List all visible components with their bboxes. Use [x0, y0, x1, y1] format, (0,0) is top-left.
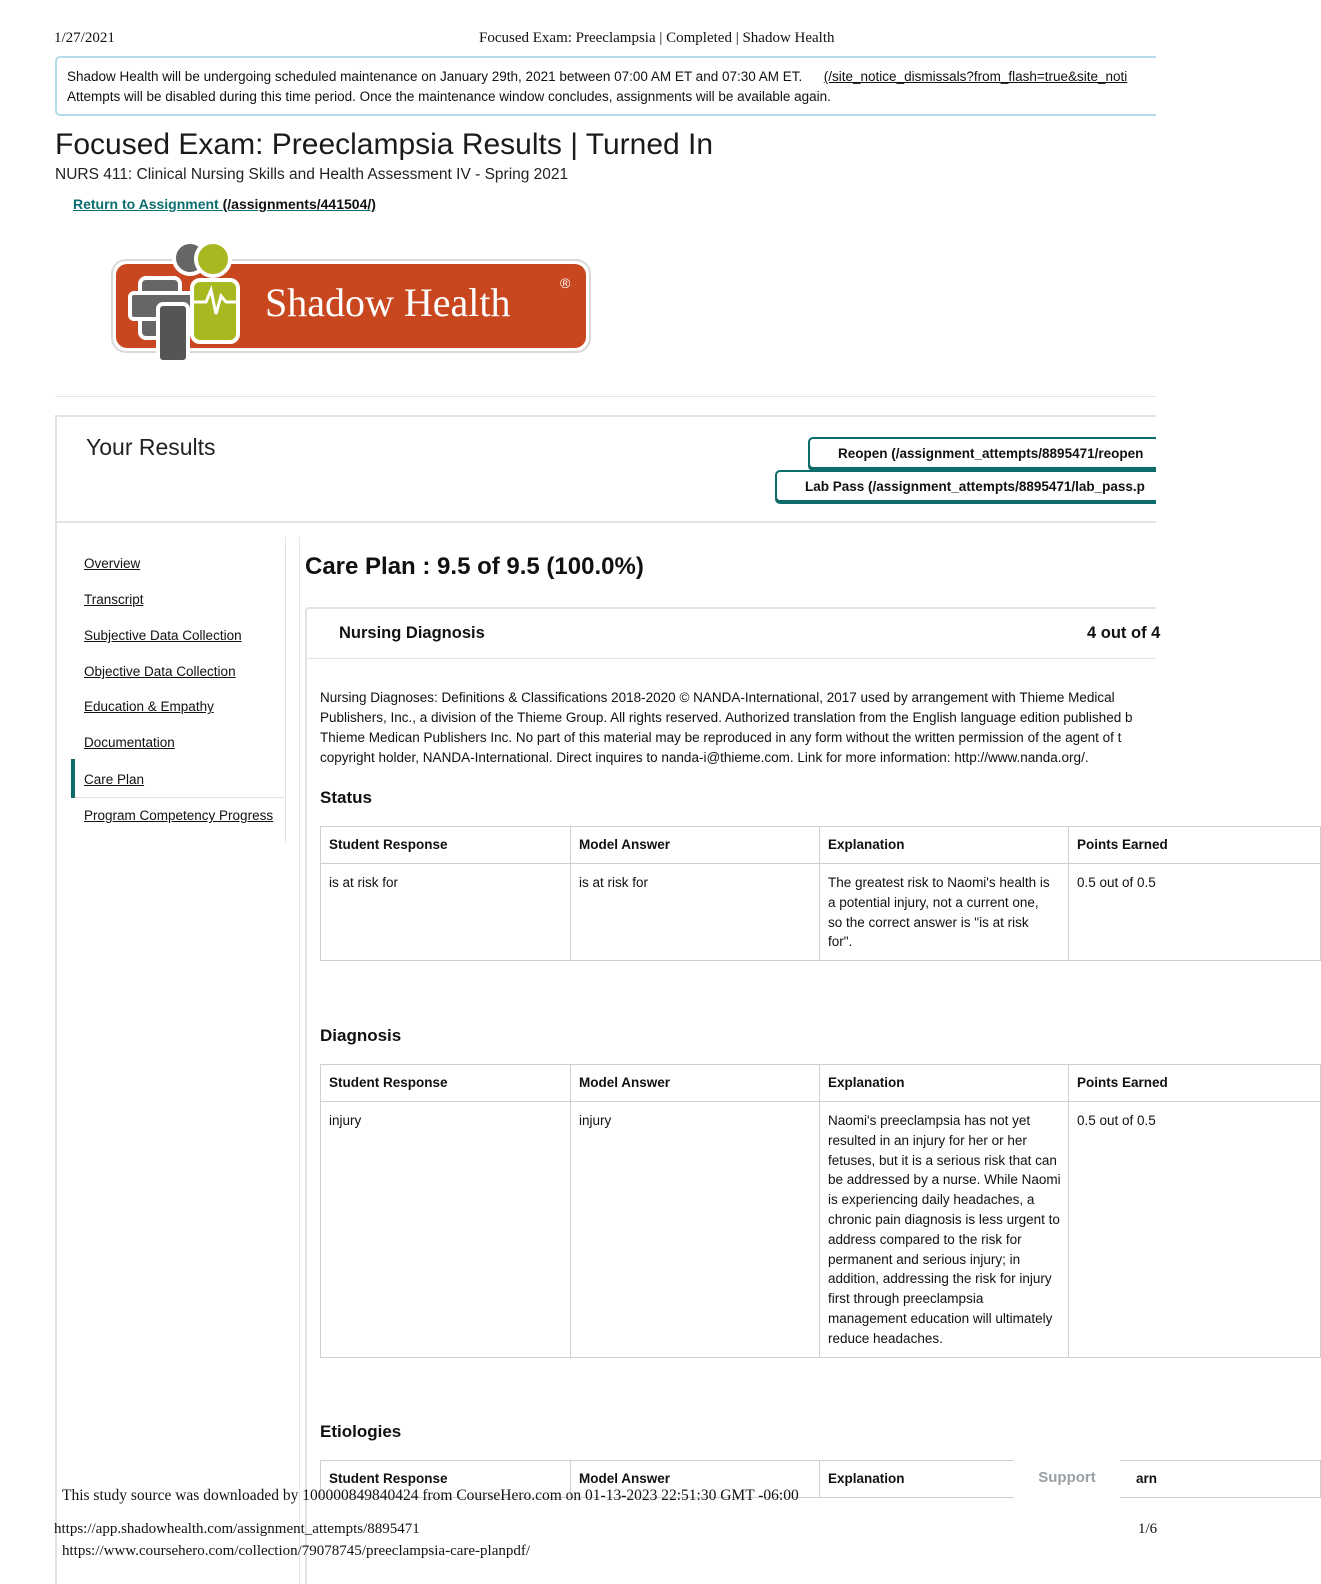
- nav-documentation[interactable]: Documentation: [84, 735, 175, 750]
- lab-pass-button[interactable]: Lab Pass (/assignment_attempts/8895471/lab_pass.p: [775, 470, 1156, 502]
- student-response: is at risk for: [321, 864, 571, 961]
- col-model-answer: Model Answer: [571, 1461, 820, 1498]
- print-title: Focused Exam: Preeclampsia | Completed | Shadow Health: [479, 30, 835, 46]
- divider: [55, 396, 1156, 397]
- col-points-earned: Points Earned: [1069, 827, 1321, 864]
- notice-line-1: [67, 69, 1127, 84]
- nav-overview[interactable]: Overview: [84, 556, 141, 571]
- col-model-answer: Model Answer: [571, 1065, 820, 1102]
- nanda-copyright-notice: [320, 688, 1156, 770]
- reopen-button[interactable]: Reopen (/assignment_attempts/8895471/reopen: [808, 437, 1156, 469]
- diagnosis-section-title: Diagnosis: [320, 1026, 402, 1045]
- nav-education-empathy[interactable]: Education & Empathy: [84, 699, 214, 714]
- print-footer-page: 1/6: [1138, 1521, 1158, 1537]
- col-model-answer: Model Answer: [571, 827, 820, 864]
- copyright-line: copyright holder, NANDA-International. Direct inquires to nanda-i@thieme.com. Link for more information: http://www.nanda.org/.: [320, 750, 1089, 765]
- return-to-assignment-link[interactable]: [73, 196, 376, 212]
- table-row: [321, 864, 1321, 961]
- nav-program-competency-progress[interactable]: Program Competency Progress: [84, 808, 274, 823]
- points-earned-header-partial: arn: [1136, 1471, 1158, 1486]
- support-button[interactable]: Support: [1014, 1458, 1120, 1498]
- col-student-response: Student Response: [321, 1461, 571, 1498]
- care-plan-title: Care Plan : 9.5 of 9.5 (100.0%): [305, 553, 644, 580]
- shadow-health-logo: [110, 238, 592, 366]
- sidenav-divider: [285, 537, 286, 842]
- diagnosis-table: [320, 1064, 1168, 1358]
- nav-active-indicator: [71, 759, 75, 798]
- col-points-earned: Points Earned: [1069, 1065, 1321, 1102]
- course-name: NURS 411: Clinical Nursing Skills and Health Assessment IV - Spring 2021: [55, 166, 569, 183]
- content-divider: [299, 537, 300, 1584]
- table-header-row: [321, 1065, 1321, 1102]
- col-explanation: Explanation: [820, 1065, 1069, 1102]
- print-footer-url: https://app.shadowhealth.com/assignment_attempts/8895471: [54, 1521, 420, 1537]
- nursing-diagnosis-title: Nursing Diagnosis: [339, 624, 485, 642]
- copyright-line: Nursing Diagnoses: Definitions & Classifications 2018-2020 © NANDA-International, 2017 used by arrangement with Thieme Medical: [320, 690, 1115, 705]
- notice-dismiss-link[interactable]: (/site_notice_dismissals?from_flash=true&site_noti: [823, 69, 1128, 84]
- notice-line-2: Attempts will be disabled during this time period. Once the maintenance window concludes, assignments will be available again.: [67, 89, 831, 104]
- card-header-divider: [307, 658, 1156, 659]
- results-header-divider: [57, 521, 1156, 523]
- status-section-title: Status: [320, 788, 372, 807]
- copyright-line: Publishers, Inc., a division of the Thieme Group. All rights reserved. Authorized translation from the English language edition published b: [320, 710, 1133, 725]
- page-title: Focused Exam: Preeclampsia Results | Turned In: [55, 128, 714, 161]
- return-link-path[interactable]: (/assignments/441504/): [222, 196, 376, 212]
- return-link-label[interactable]: Return to Assignment: [73, 196, 219, 212]
- logo-text: Shadow Health: [265, 280, 511, 325]
- explanation: The greatest risk to Naomi's health is a potential injury, not a current one, so the correct answer is "is at risk for".: [820, 864, 1069, 961]
- col-student-response: Student Response: [321, 1065, 571, 1102]
- nursing-diagnosis-score: 4 out of 4: [1087, 624, 1161, 642]
- points-earned: 0.5 out of 0.5: [1069, 864, 1321, 961]
- etiologies-section-title: Etiologies: [320, 1422, 402, 1441]
- col-explanation: Explanation: [820, 827, 1069, 864]
- print-footer-source-url: https://www.coursehero.com/collection/79078745/preeclampsia-care-planpdf/: [62, 1543, 531, 1559]
- status-table: [320, 826, 1168, 961]
- points-earned: 0.5 out of 0.5: [1069, 1102, 1321, 1358]
- nav-care-plan[interactable]: Care Plan: [84, 772, 145, 787]
- your-results-heading: Your Results: [86, 434, 216, 460]
- nav-transcript[interactable]: Transcript: [84, 592, 144, 607]
- student-response: injury: [321, 1102, 571, 1358]
- model-answer: injury: [571, 1102, 820, 1358]
- table-row: [321, 1102, 1321, 1358]
- table-header-row: [321, 827, 1321, 864]
- nav-objective-data-collection[interactable]: Objective Data Collection: [84, 664, 236, 679]
- print-date: 1/27/2021: [54, 30, 115, 46]
- model-answer: is at risk for: [571, 864, 820, 961]
- nav-subjective-data-collection[interactable]: Subjective Data Collection: [84, 628, 242, 643]
- notice-text: Shadow Health will be undergoing scheduled maintenance on January 29th, 2021 between 07:00 AM ET and 07:30 AM ET.: [67, 69, 803, 84]
- explanation: Naomi's preeclampsia has not yet resulted in an injury for her or her fetuses, but it is a serious risk that can be addressed by a nurse. While Naomi is experiencing daily headaches, a chronic pain diagnosis is less urgent to address compared to the risk for permanent and serious injury; in addition, addressing the risk for injury first through preeclampsia management education will ultimately reduce headaches.: [820, 1102, 1069, 1358]
- study-source-note: This study source was downloaded by 100000849840424 from CourseHero.com on 01-13-2023 22:51:30 GMT -06:00: [62, 1487, 799, 1504]
- logo-registered-mark: ®: [560, 275, 571, 291]
- col-student-response: Student Response: [321, 827, 571, 864]
- maintenance-notice: [55, 56, 1156, 116]
- nav-active-underline: [75, 797, 285, 798]
- col-explanation: Explanation: [820, 1461, 1069, 1498]
- copyright-line: Thieme Medican Publishers Inc. No part of this material may be reproduced in any form without the written permission of the agent of t: [320, 730, 1122, 745]
